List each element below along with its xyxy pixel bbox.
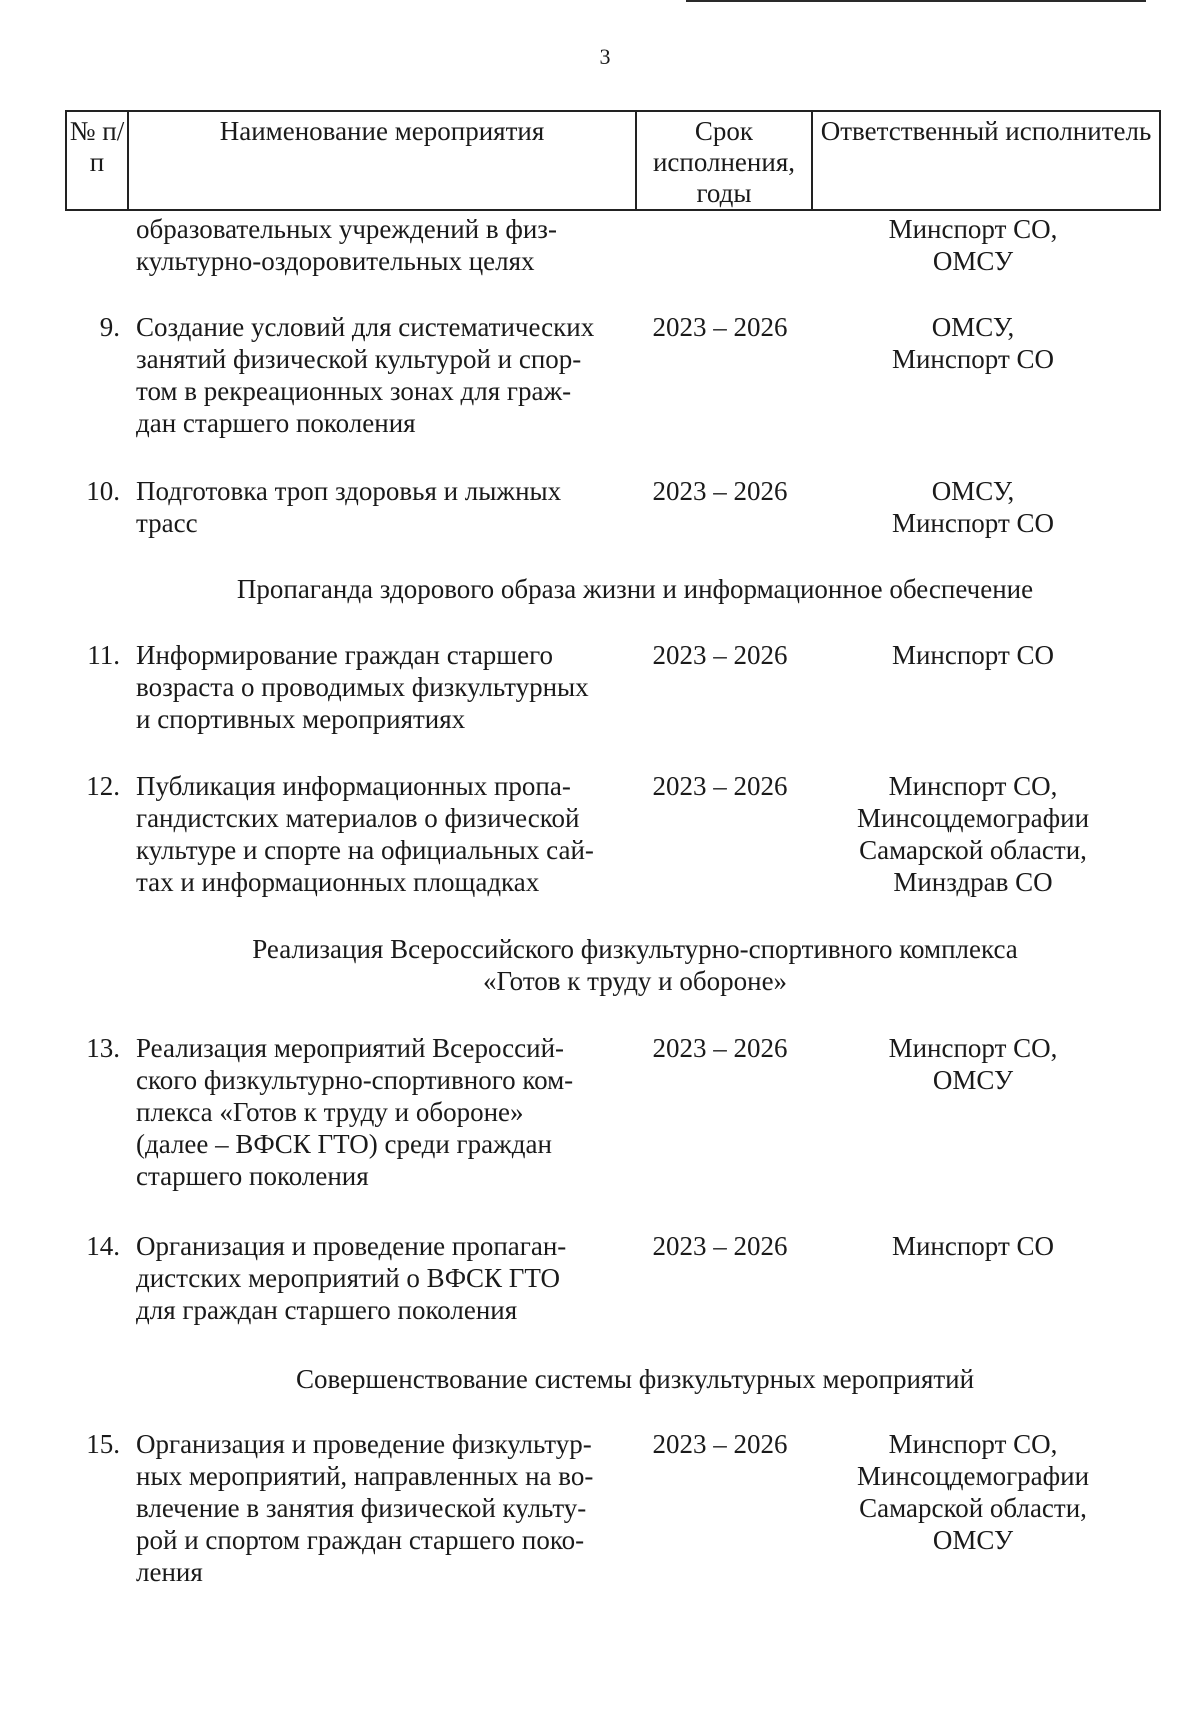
row-name-line: Подготовка троп здоровья и лыжных <box>136 476 562 506</box>
row-responsible <box>818 311 1128 375</box>
row-responsible-line: ОМСУ, <box>931 476 1015 506</box>
row-responsible-line: Самарской области, <box>859 1493 1087 1523</box>
page-number: 3 <box>599 44 611 69</box>
row-name-line: Реализация мероприятий Всероссий- <box>136 1033 565 1063</box>
row-name-line: гандистских материалов о физической <box>136 803 580 833</box>
row-responsible <box>818 639 1128 671</box>
row-responsible-line: Минздрав СО <box>893 867 1053 897</box>
section-heading-line: Совершенствование системы физкультурных мероприятий <box>295 1364 975 1394</box>
row-term: 2023 – 2026 <box>652 312 788 342</box>
row-name-line: ных мероприятий, направленных на во- <box>136 1461 594 1491</box>
row-number: 10. <box>86 476 120 506</box>
row-name-line: ского физкультурно-спортивного ком- <box>136 1065 574 1095</box>
row-name-line: плекса «Готов к труду и обороне» <box>136 1097 524 1127</box>
row-name-line: дистских мероприятий о ВФСК ГТО <box>136 1263 561 1293</box>
row-responsible-line: Минсоцдемографии <box>856 1461 1090 1491</box>
row-name-line: культурно-оздоровительных целях <box>136 246 535 276</box>
row-responsible-line: Минспорт СО <box>891 508 1055 538</box>
row-term: 2023 – 2026 <box>652 771 788 801</box>
row-name-line: Информирование граждан старшего <box>136 640 553 670</box>
section-heading-line: Пропаганда здорового образа жизни и информационное обеспечение <box>236 574 1034 604</box>
row-name <box>136 311 618 439</box>
row-responsible-line: ОМСУ <box>932 246 1014 276</box>
row-term: 2023 – 2026 <box>652 640 788 670</box>
section-heading <box>80 573 1190 605</box>
row-responsible-line: Минспорт СО <box>891 1231 1055 1261</box>
row-responsible-line: Минспорт СО <box>891 344 1055 374</box>
row-name <box>136 213 618 277</box>
header-name: Наименование мероприятия <box>128 111 636 210</box>
row-name <box>136 639 618 735</box>
row-responsible-line: Самарской области, <box>859 835 1087 865</box>
row-responsible <box>818 770 1128 898</box>
row-number: 13. <box>86 1033 120 1063</box>
row-responsible <box>818 213 1128 277</box>
row-name-line: образовательных учреждений в физ- <box>136 214 557 244</box>
row-term: 2023 – 2026 <box>652 1231 788 1261</box>
row-name <box>136 1428 618 1588</box>
top-rule <box>686 0 1146 2</box>
section-heading <box>80 933 1190 997</box>
row-name-line: занятий физической культурой и спор- <box>136 344 582 374</box>
row-number: 14. <box>86 1231 120 1261</box>
row-responsible-line: Минспорт СО <box>891 640 1055 670</box>
section-heading <box>80 1363 1190 1395</box>
row-term: 2023 – 2026 <box>652 1033 788 1063</box>
row-responsible <box>818 1032 1128 1096</box>
row-responsible-line: ОМСУ <box>932 1065 1014 1095</box>
row-term: 2023 – 2026 <box>652 1429 788 1459</box>
row-name-line: (далее – ВФСК ГТО) среди граждан <box>136 1129 552 1159</box>
row-number: 15. <box>86 1429 120 1459</box>
row-responsible-line: Минспорт СО, <box>888 771 1058 801</box>
row-number: 11. <box>87 640 120 670</box>
row-name <box>136 1032 618 1192</box>
header-term: Срок исполнения, годы <box>636 111 812 210</box>
row-name-line: культуре и спорте на официальных сай- <box>136 835 594 865</box>
row-name-line: Публикация информационных пропа- <box>136 771 571 801</box>
row-name-line: дан старшего поколения <box>136 408 416 438</box>
row-name-line: трасс <box>136 508 198 538</box>
row-responsible-line: Минспорт СО, <box>888 214 1058 244</box>
row-name-line: Организация и проведение пропаган- <box>136 1231 567 1261</box>
row-name-line: влечение в занятия физической культу- <box>136 1493 587 1523</box>
row-responsible <box>818 475 1128 539</box>
table-header <box>65 110 1161 211</box>
row-name-line: том в рекреационных зонах для граж- <box>136 376 572 406</box>
row-name-line: рой и спортом граждан старшего поко- <box>136 1525 585 1555</box>
row-name-line: ления <box>136 1557 203 1587</box>
row-name-line: для граждан старшего поколения <box>136 1295 518 1325</box>
row-name-line: старшего поколения <box>136 1161 369 1191</box>
row-name <box>136 475 618 539</box>
row-term: 2023 – 2026 <box>652 476 788 506</box>
row-responsible-line: Минспорт СО, <box>888 1429 1058 1459</box>
row-name-line: и спортивных мероприятиях <box>136 704 466 734</box>
header-num: № п/п <box>66 111 128 210</box>
row-responsible-line: Минспорт СО, <box>888 1033 1058 1063</box>
row-number: 12. <box>86 771 120 801</box>
row-number: 9. <box>99 312 120 342</box>
row-name <box>136 770 618 898</box>
row-name-line: тах и информационных площадках <box>136 867 540 897</box>
header-responsible: Ответственный исполнитель <box>812 111 1160 210</box>
section-heading-line: Реализация Всероссийского физкультурно-спортивного комплекса <box>252 934 1018 964</box>
row-responsible <box>818 1230 1128 1262</box>
section-heading-line: «Готов к труду и обороне» <box>482 966 788 996</box>
row-responsible <box>818 1428 1128 1556</box>
row-name-line: Организация и проведение физкультур- <box>136 1429 592 1459</box>
row-responsible-line: Минсоцдемографии <box>856 803 1090 833</box>
row-responsible-line: ОМСУ, <box>931 312 1015 342</box>
row-responsible-line: ОМСУ <box>932 1525 1014 1555</box>
row-name-line: Создание условий для систематических <box>136 312 595 342</box>
row-name-line: возраста о проводимых физкультурных <box>136 672 589 702</box>
row-name <box>136 1230 618 1326</box>
